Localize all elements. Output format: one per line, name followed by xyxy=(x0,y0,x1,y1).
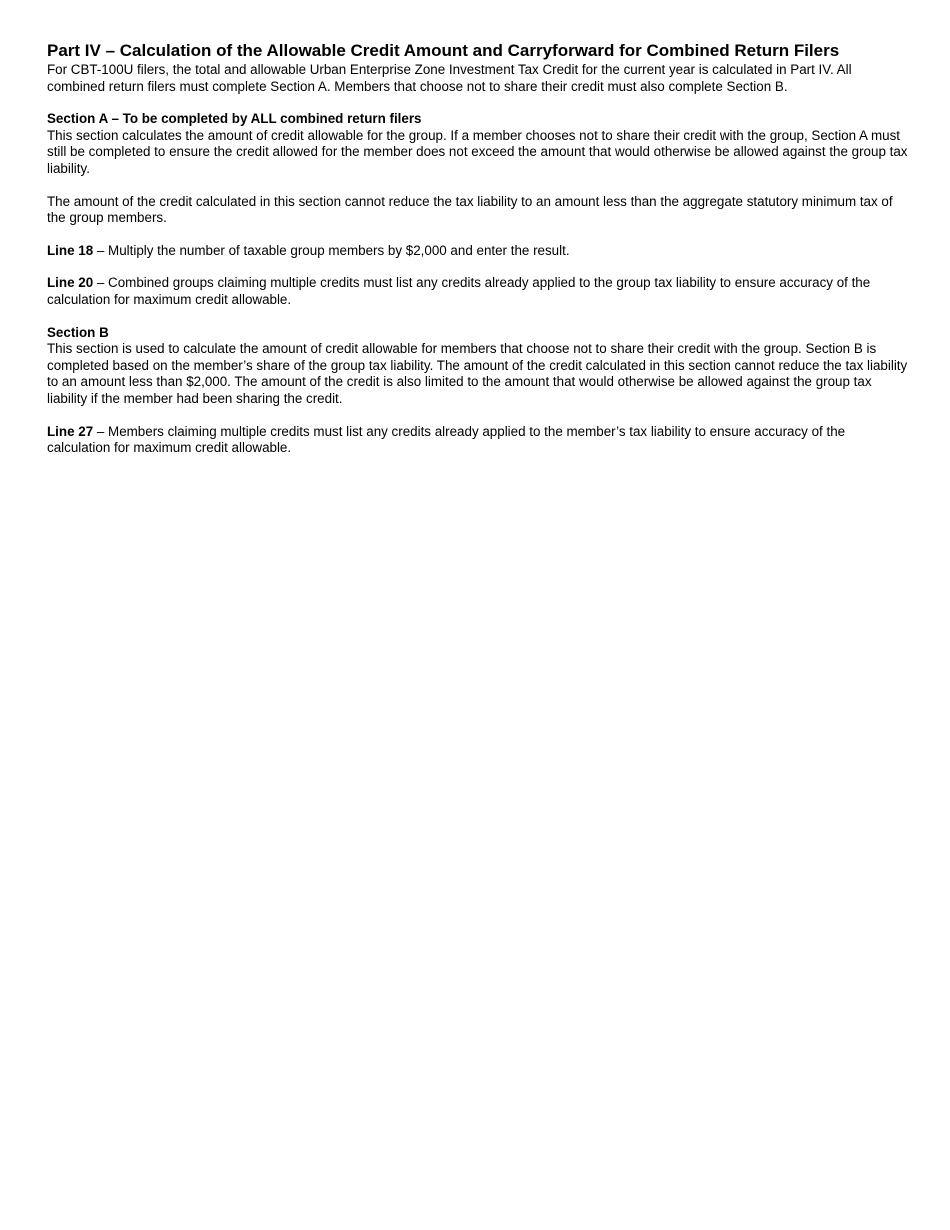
line-18-label: Line 18 xyxy=(47,242,94,258)
section-a xyxy=(47,111,909,177)
section-b-paragraph: This section is used to calculate the amount of credit allowable for members that choose not to share their credit with the group. Section B is completed based on the member’s share of the group tax liability. The amount of the credit calculated in this section cannot reduce the tax liability to an amount less than $2,000. The amount of the credit is also limited to the amount that would otherwise be allowed against the group tax liability if the member had been sharing the credit. xyxy=(47,341,908,406)
line-27-paragraph xyxy=(47,424,909,457)
section-a-heading: Section A – To be completed by ALL combined return filers xyxy=(47,111,422,127)
line-27-text: – Members claiming multiple credits must list any credits already applied to the member’s tax liability to ensure accuracy of the calculation for maximum credit allowable. xyxy=(47,423,846,456)
line-18-paragraph xyxy=(47,243,909,260)
line-27-instruction xyxy=(47,424,909,457)
line-20-label: Line 20 xyxy=(47,275,94,291)
line-18-instruction xyxy=(47,243,909,260)
part-intro: For CBT-100U filers, the total and allowable Urban Enterprise Zone Investment Tax Credit for the current year is calculated in Part IV. All combined return filers must complete Section A. Members that choose not to share their credit must also complete Section B. xyxy=(47,62,852,94)
instructions-page xyxy=(47,40,909,457)
section-b-heading: Section B xyxy=(47,324,109,340)
line-18-text: – Multiply the number of taxable group members by $2,000 and enter the result. xyxy=(93,242,570,258)
line-20-instruction xyxy=(47,275,909,308)
line-20-paragraph xyxy=(47,275,909,308)
line-20-text: – Combined groups claiming multiple credits must list any credits already applied to the group tax liability to ensure accuracy of the calculation for maximum credit allowable. xyxy=(47,275,871,307)
section-a-min-tax-note xyxy=(47,194,909,227)
part-title: Part IV – Calculation of the Allowable Credit Amount and Carryforward for Combined Return Filers xyxy=(47,41,840,60)
line-27-label: Line 27 xyxy=(47,423,94,439)
section-a-paragraph-1: This section calculates the amount of credit allowable for the group. If a member chooses not to share their credit with the group, Section A must still be completed to ensure the credit allowed for the member does not exceed the amount that would otherwise be allowed against the group tax liability. xyxy=(47,127,908,176)
section-a-paragraph-2: The amount of the credit calculated in this section cannot reduce the tax liability to an amount less than the aggregate statutory minimum tax of the group members. xyxy=(47,193,893,226)
section-b xyxy=(47,325,909,408)
